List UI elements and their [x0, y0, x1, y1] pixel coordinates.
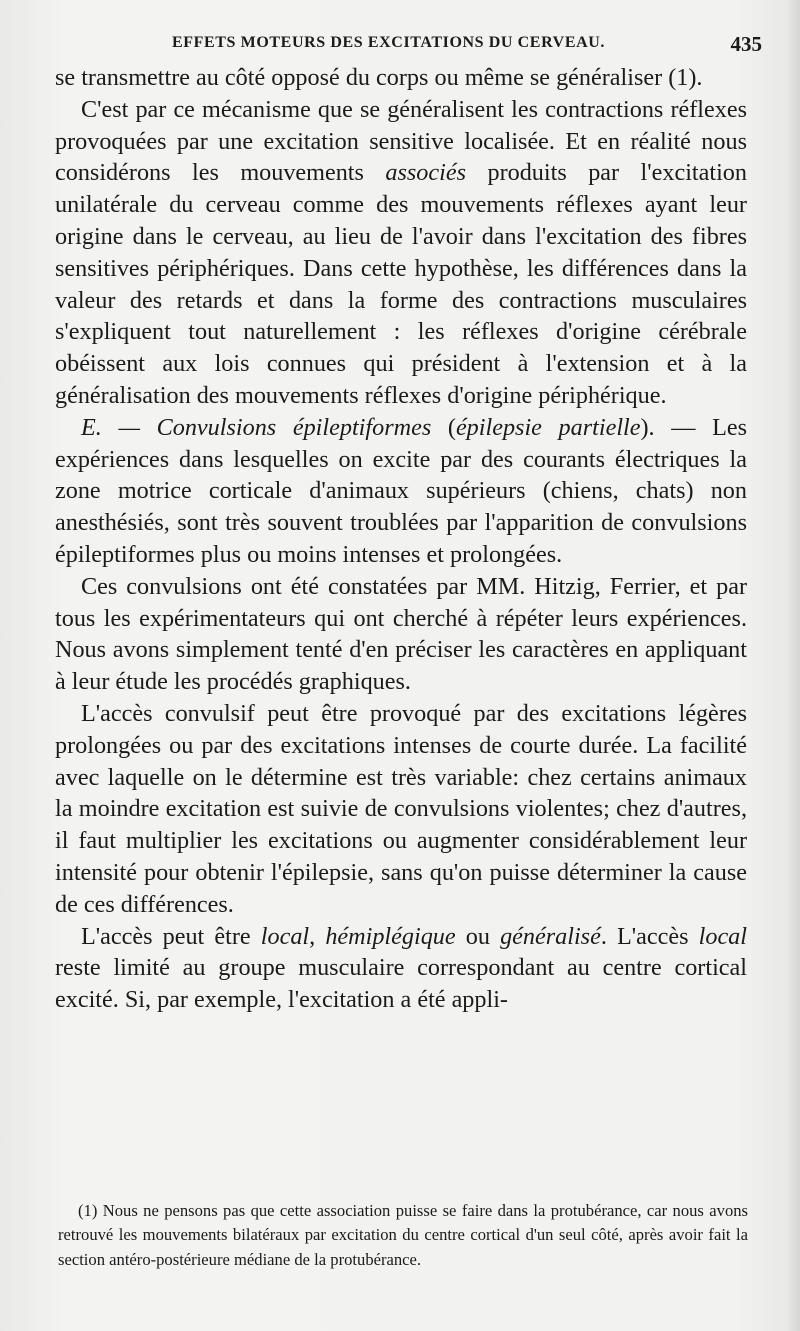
italic-text: E. — Convulsions épileptiformes: [81, 413, 432, 441]
text-run: L'accès convulsif peut être provoqué par des excitations légères prolongées ou par des excitations intenses de courte durée. La facilité avec laquelle on le détermine est très variable: chez certains animaux la moindre excitation est suivie de convulsions violentes; chez d'autres, il faut multiplier les excitations ou augmenter considérablement leur intensité pour obtenir l'épilepsie, sans qu'on puisse déterminer la cause de ces différences.: [55, 699, 747, 918]
paragraph: [55, 62, 747, 94]
italic-text: généralisé: [500, 922, 601, 950]
text-run: . L'accès: [600, 922, 699, 950]
text-run: se transmettre au côté opposé du corps ou même se généraliser (1).: [55, 64, 703, 91]
body-text: [55, 62, 747, 1016]
text-run: ,: [309, 922, 326, 950]
italic-text: local: [698, 922, 747, 950]
text-run: produits par l'excitation unilatérale du cerveau comme des mouvements réflexes ayant leur origine dans le cerveau, au lieu de l'avoir dans l'excitation des fibres sensitives périphériques. Dans cette hypothèse, les différences dans la valeur des retards et dans la forme des contractions musculaires s'expliquent tout naturellement : les réflexes d'origine cérébrale obéissent aux lois connues qui président à l'extension et à la généralisation des mouvements réflexes d'origine périphérique.: [55, 159, 747, 409]
italic-text: associés: [385, 159, 467, 187]
running-title: EFFETS MOTEURS DES EXCITATIONS DU CERVEAU.: [172, 34, 606, 51]
text-run: ). — Les expériences dans lesquelles on excite par des courants électriques la zone motrice corticale d'animaux supérieurs (chiens, chats) non anesthésiés, sont très souvent troublées par l'apparition de convulsions épileptiformes plus ou moins intenses et prolongées.: [55, 413, 747, 568]
text-run: C'est par ce mécanisme que se généralisent les contractions réflexes provoquées par une excitation sensitive localisée. Et en réalité nous considérons les mouvements: [55, 95, 747, 187]
page-edge-shadow: [786, 0, 800, 1331]
paragraph: [55, 698, 747, 921]
paragraph: [55, 94, 747, 412]
text-run: reste limité au groupe musculaire correspondant au centre cortical excité. Si, par exemple, l'excitation a été appli-: [55, 954, 747, 1014]
page-header: [60, 34, 770, 62]
italic-text: épilepsie partielle: [455, 413, 641, 441]
paragraph: [55, 412, 747, 571]
italic-text: hémiplégique: [325, 922, 456, 950]
footnote: (1) Nous ne pensons pas que cette association puisse se faire dans la protubérance, car nous avons retrouvé les mouvements bilatéraux par excitation du centre cortical d'un seul côté, après avoir fait la section antéro-postérieure médiane de la protubérance.: [58, 1201, 748, 1269]
italic-text: local: [260, 922, 310, 950]
text-run: L'accès peut être: [81, 922, 261, 950]
text-run: ou: [455, 922, 501, 950]
page-number: 435: [730, 32, 762, 56]
text-run: (: [431, 413, 456, 441]
footnotes: [58, 1199, 748, 1272]
paragraph: [55, 571, 747, 698]
text-run: Ces convulsions ont été constatées par MM. Hitzig, Ferrier, et par tous les expérimentateurs qui ont cherché à répéter leurs expériences. Nous avons simplement tenté d'en préciser les caractères en appliquant à leur étude les procédés graphiques.: [55, 572, 747, 696]
paragraph: [55, 921, 747, 1016]
